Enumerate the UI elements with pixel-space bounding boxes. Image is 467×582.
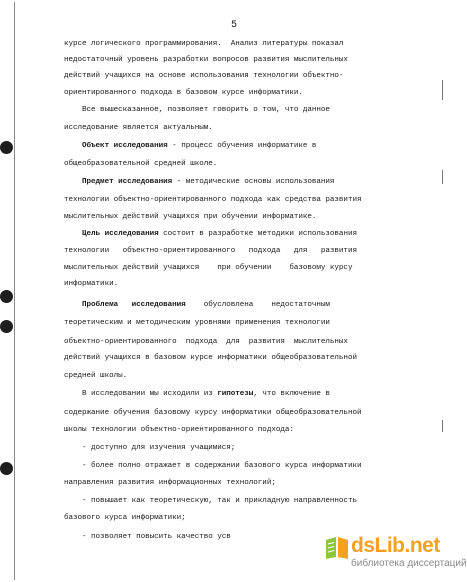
text-run: направления развития информационных технологий; bbox=[64, 479, 276, 487]
text-run: ориентированного подхода в базовом курсе информатики. bbox=[64, 89, 303, 97]
text-line bbox=[64, 443, 235, 453]
text-run: - методические основы использования bbox=[172, 178, 335, 186]
text-line bbox=[64, 513, 186, 523]
margin-mark bbox=[442, 80, 443, 100]
text-run: содержание обучения базовому курсу информатики общеобразовательной bbox=[64, 409, 362, 417]
bold-term: Объект исследования bbox=[82, 142, 168, 150]
text-run: состоит в разработке методики использования bbox=[158, 230, 357, 238]
text-line bbox=[64, 425, 294, 435]
text-run bbox=[64, 301, 82, 309]
text-line bbox=[64, 389, 330, 399]
text-line bbox=[64, 279, 118, 289]
text-run: - повышает как теоретическую, так и прикладную направленность bbox=[64, 497, 357, 505]
text-line bbox=[64, 105, 330, 115]
text-run: - позволяет повысить качество усв bbox=[64, 533, 231, 541]
text-line bbox=[64, 496, 357, 506]
text-run: В исследовании мы исходили из bbox=[64, 390, 218, 398]
punch-hole bbox=[0, 141, 13, 154]
text-line bbox=[64, 246, 357, 256]
text-line bbox=[64, 353, 357, 363]
vertical-scan-line bbox=[14, 2, 15, 580]
text-run: базового курса информатики; bbox=[64, 514, 186, 522]
page-number: 5 bbox=[231, 20, 238, 31]
text-line bbox=[64, 532, 231, 542]
text-run: объектно-ориентированного подхода для развития мыслительных bbox=[64, 338, 348, 346]
book-logo-icon bbox=[323, 534, 351, 562]
punch-hole bbox=[0, 320, 13, 333]
text-run: - доступно для изучения учащимися; bbox=[64, 444, 236, 452]
text-run: - процесс обучения информатике в bbox=[167, 142, 317, 150]
text-run: средней школы. bbox=[64, 372, 128, 380]
text-line bbox=[64, 300, 330, 310]
bold-term: Цель исследования bbox=[82, 230, 159, 238]
margin-mark bbox=[442, 420, 443, 432]
text-run: теоретическим и методическим уровнями применения технологии bbox=[64, 319, 330, 327]
watermark-subtitle: библиотека диссертаций bbox=[351, 558, 467, 569]
text-run: Все вышесказанное, позволяет говорить о том, что данное bbox=[64, 106, 330, 114]
watermark-title: dsLib.net bbox=[351, 534, 440, 557]
text-line bbox=[64, 177, 334, 187]
text-run: школы технологии объектно-ориентированного подхода: bbox=[64, 426, 294, 434]
text-line bbox=[64, 478, 276, 488]
text-line bbox=[64, 71, 343, 81]
text-run: действий учащихся на основе использования технологии объектно- bbox=[64, 72, 344, 80]
text-line bbox=[64, 141, 316, 151]
text-run: - более полно отражает в содержании базового курса информатики bbox=[64, 462, 362, 470]
text-run: мыслительных действий учащихся при обучении информатике. bbox=[64, 213, 317, 221]
bold-term: Проблема исследования bbox=[82, 301, 186, 309]
text-line bbox=[64, 123, 213, 133]
text-run bbox=[64, 230, 82, 238]
bold-term: Предмет исследования bbox=[82, 178, 173, 186]
text-run: технологии объектно-ориентированного подхода для развития bbox=[64, 247, 357, 255]
text-line bbox=[64, 461, 361, 471]
text-line bbox=[64, 318, 330, 328]
text-run: обусловлена недостаточным bbox=[185, 301, 330, 309]
text-run: действий учащихся в базовом курсе информатики общеобразовательной bbox=[64, 354, 357, 362]
text-run: исследование является актуальным. bbox=[64, 124, 213, 132]
text-line bbox=[64, 195, 361, 205]
watermark bbox=[323, 534, 467, 580]
text-run bbox=[64, 142, 82, 150]
text-run: недостаточный уровень разработки вопросов развития мыслительных bbox=[64, 56, 348, 64]
punch-hole bbox=[0, 290, 13, 303]
text-line bbox=[64, 229, 357, 239]
text-run: мыслительных действий учащихся при обучении базовому курсу bbox=[64, 264, 353, 272]
bold-term: гипотезы bbox=[217, 390, 254, 398]
text-run: курсе логического программирования. Анализ литературы показал bbox=[64, 40, 344, 48]
text-run: информатики. bbox=[64, 280, 119, 288]
text-line bbox=[64, 212, 316, 222]
text-run bbox=[64, 178, 82, 186]
text-line bbox=[64, 408, 361, 418]
text-line bbox=[64, 88, 303, 98]
text-run: , что включение в bbox=[253, 390, 330, 398]
margin-mark bbox=[442, 170, 443, 184]
text-line bbox=[64, 263, 352, 273]
punch-hole bbox=[0, 462, 13, 475]
text-line bbox=[64, 337, 348, 347]
text-line bbox=[64, 39, 343, 49]
text-line bbox=[64, 55, 348, 65]
text-run: технологии объектно-ориентированного подхода как средства развития bbox=[64, 196, 362, 204]
text-line bbox=[64, 159, 217, 169]
text-line bbox=[64, 371, 127, 381]
text-run: общеобразовательной средней школе. bbox=[64, 160, 218, 168]
